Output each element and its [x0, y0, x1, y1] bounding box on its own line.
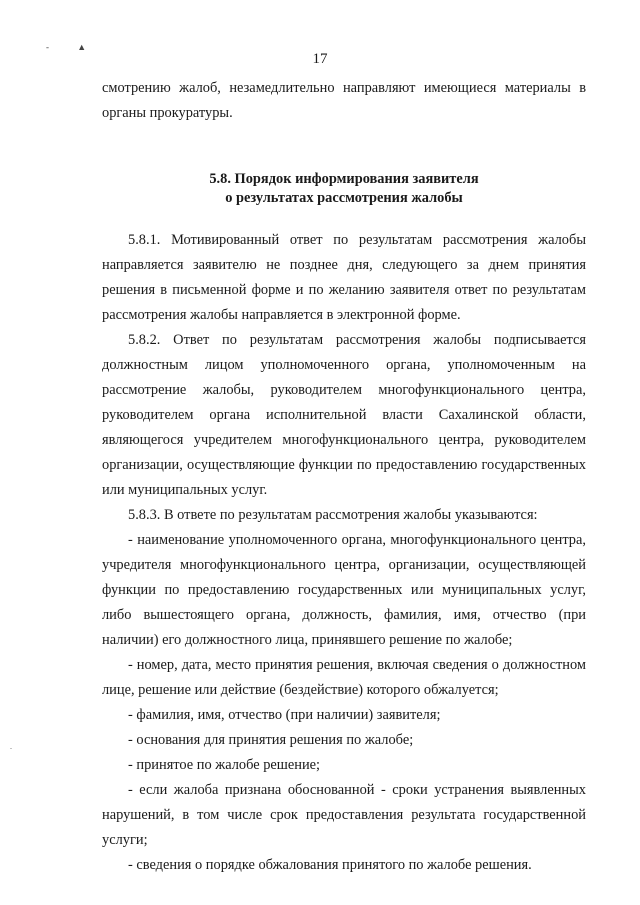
list-item: - фамилия, имя, отчество (при наличии) заявителя; [128, 707, 441, 723]
side-scan-mark: . [10, 742, 12, 751]
list-item: - сведения о порядке обжалования принятого по жалобе решения. [128, 857, 532, 873]
paragraph-5-8-1: 5.8.1. Мотивированный ответ по результатам рассмотрения жалобы направляется заявителю не позднее дня, следующего за днем принятия решения в письменной форме и по желанию заявителя ответ по результатам рассмотрения жалобы направляется в электронной форме. [102, 232, 586, 323]
paragraph-continuation: смотрению жалоб, незамедлительно направляют имеющиеся материалы в органы прокуратуры. [102, 80, 586, 121]
section-heading-line-2: о результатах рассмотрения жалобы [225, 190, 463, 206]
list-item: - номер, дата, место принятия решения, включая сведения о должностном лице, решение или действие (бездействие) которого обжалуется; [102, 657, 586, 698]
paragraph-5-8-3: 5.8.3. В ответе по результатам рассмотрения жалобы указываются: [128, 507, 538, 523]
page-number: 17 [312, 51, 328, 67]
section-heading [102, 170, 586, 208]
list-item: - основания для принятия решения по жалобе; [128, 732, 414, 748]
list-item: - принятое по жалобе решение; [128, 757, 321, 773]
document-body [102, 76, 586, 878]
section-heading-line-1: 5.8. Порядок информирования заявителя [209, 171, 479, 187]
paragraph-5-8-2: 5.8.2. Ответ по результатам рассмотрения жалобы подписывается должностным лицом уполномоченного органа, уполномоченным на рассмотрение жалобы, руководителем многофункционального центра, руководителем органа исполнительной власти Сахалинской области, являющегося учредителем многофункционального центра, руководителем организации, осуществляющие функции по предоставлению государственных или муниципальных услуг. [102, 332, 586, 498]
list-item: - если жалоба признана обоснованной - сроки устранения выявленных нарушений, в том числе срок предоставления результата государственной услуги; [102, 782, 586, 848]
list-item: - наименование уполномоченного органа, многофункционального центра, учредителя многофункционального центра, организации, осуществляющей функции по предоставлению государственных или муниципальных услуг, либо вышестоящего органа, должность, фамилия, имя, отчество (при наличии) его должностного лица, принявшего решение по жалобе; [102, 532, 586, 648]
scan-mark-left: - [46, 42, 49, 52]
scan-mark-right: ▲ [77, 42, 87, 52]
